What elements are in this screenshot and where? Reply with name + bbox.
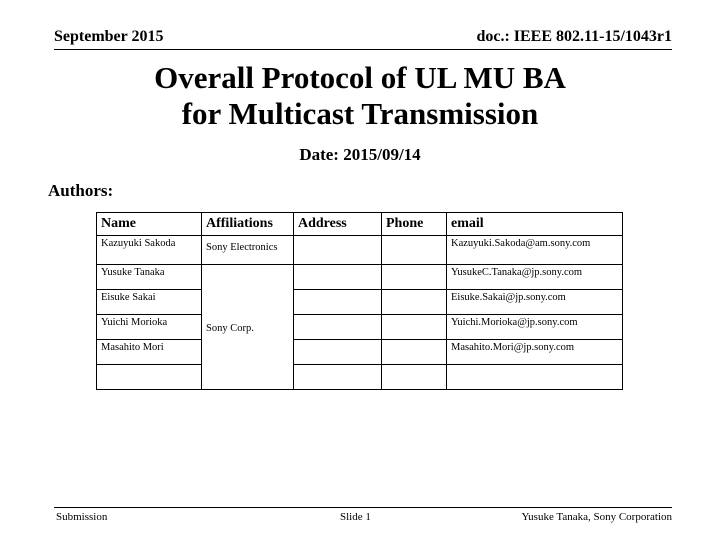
author-name: Eisuke Sakai bbox=[97, 290, 202, 315]
author-address bbox=[294, 290, 382, 315]
table-row bbox=[97, 265, 623, 290]
table-row-empty bbox=[97, 365, 623, 390]
author-affiliation-group: Sony Corp. bbox=[202, 265, 294, 390]
author-phone bbox=[382, 340, 447, 365]
author-phone bbox=[382, 315, 447, 340]
author-name: Yuichi Morioka bbox=[97, 315, 202, 340]
slide-title-line-2: for Multicast Transmission bbox=[181, 96, 539, 131]
author-address bbox=[294, 265, 382, 290]
authors-label: Authors: bbox=[48, 181, 114, 200]
author-phone bbox=[382, 265, 447, 290]
slide-date: Date: 2015/09/14 bbox=[299, 145, 421, 164]
table-row bbox=[97, 236, 623, 265]
author-affiliation: Sony Electronics bbox=[202, 236, 294, 265]
author-address bbox=[294, 236, 382, 265]
table-row bbox=[97, 315, 623, 340]
author-phone bbox=[382, 236, 447, 265]
slide-title-line-1: Overall Protocol of UL MU BA bbox=[154, 60, 566, 95]
author-email: YusukeC.Tanaka@jp.sony.com bbox=[447, 265, 623, 290]
empty-cell bbox=[382, 365, 447, 390]
header-doc-id: doc.: IEEE 802.11-15/1043r1 bbox=[476, 28, 672, 45]
column-header-affiliations: Affiliations bbox=[202, 213, 294, 236]
author-phone bbox=[382, 290, 447, 315]
author-name: Masahito Mori bbox=[97, 340, 202, 365]
author-email: Eisuke.Sakai@jp.sony.com bbox=[447, 290, 623, 315]
table-header-row bbox=[97, 213, 623, 236]
author-email: Masahito.Mori@jp.sony.com bbox=[447, 340, 623, 365]
column-header-address: Address bbox=[294, 213, 382, 236]
author-address bbox=[294, 315, 382, 340]
author-email: Kazuyuki.Sakoda@am.sony.com bbox=[447, 236, 623, 265]
author-address bbox=[294, 340, 382, 365]
footer-author: Yusuke Tanaka, Sony Corporation bbox=[521, 511, 672, 523]
footer-submission: Submission bbox=[56, 511, 108, 523]
footer-slide-number: Slide 1 bbox=[340, 511, 371, 523]
table-row bbox=[97, 290, 623, 315]
author-email: Yuichi.Morioka@jp.sony.com bbox=[447, 315, 623, 340]
column-header-name: Name bbox=[97, 213, 202, 236]
empty-cell bbox=[447, 365, 623, 390]
author-name: Kazuyuki Sakoda bbox=[97, 236, 202, 265]
table-row bbox=[97, 340, 623, 365]
author-name: Yusuke Tanaka bbox=[97, 265, 202, 290]
column-header-phone: Phone bbox=[382, 213, 447, 236]
empty-cell bbox=[294, 365, 382, 390]
header-divider bbox=[54, 49, 672, 50]
authors-table bbox=[96, 212, 623, 390]
column-header-email: email bbox=[447, 213, 623, 236]
empty-cell bbox=[97, 365, 202, 390]
header-date: September 2015 bbox=[54, 28, 164, 45]
footer-divider bbox=[54, 507, 672, 508]
slide-title bbox=[0, 60, 720, 132]
